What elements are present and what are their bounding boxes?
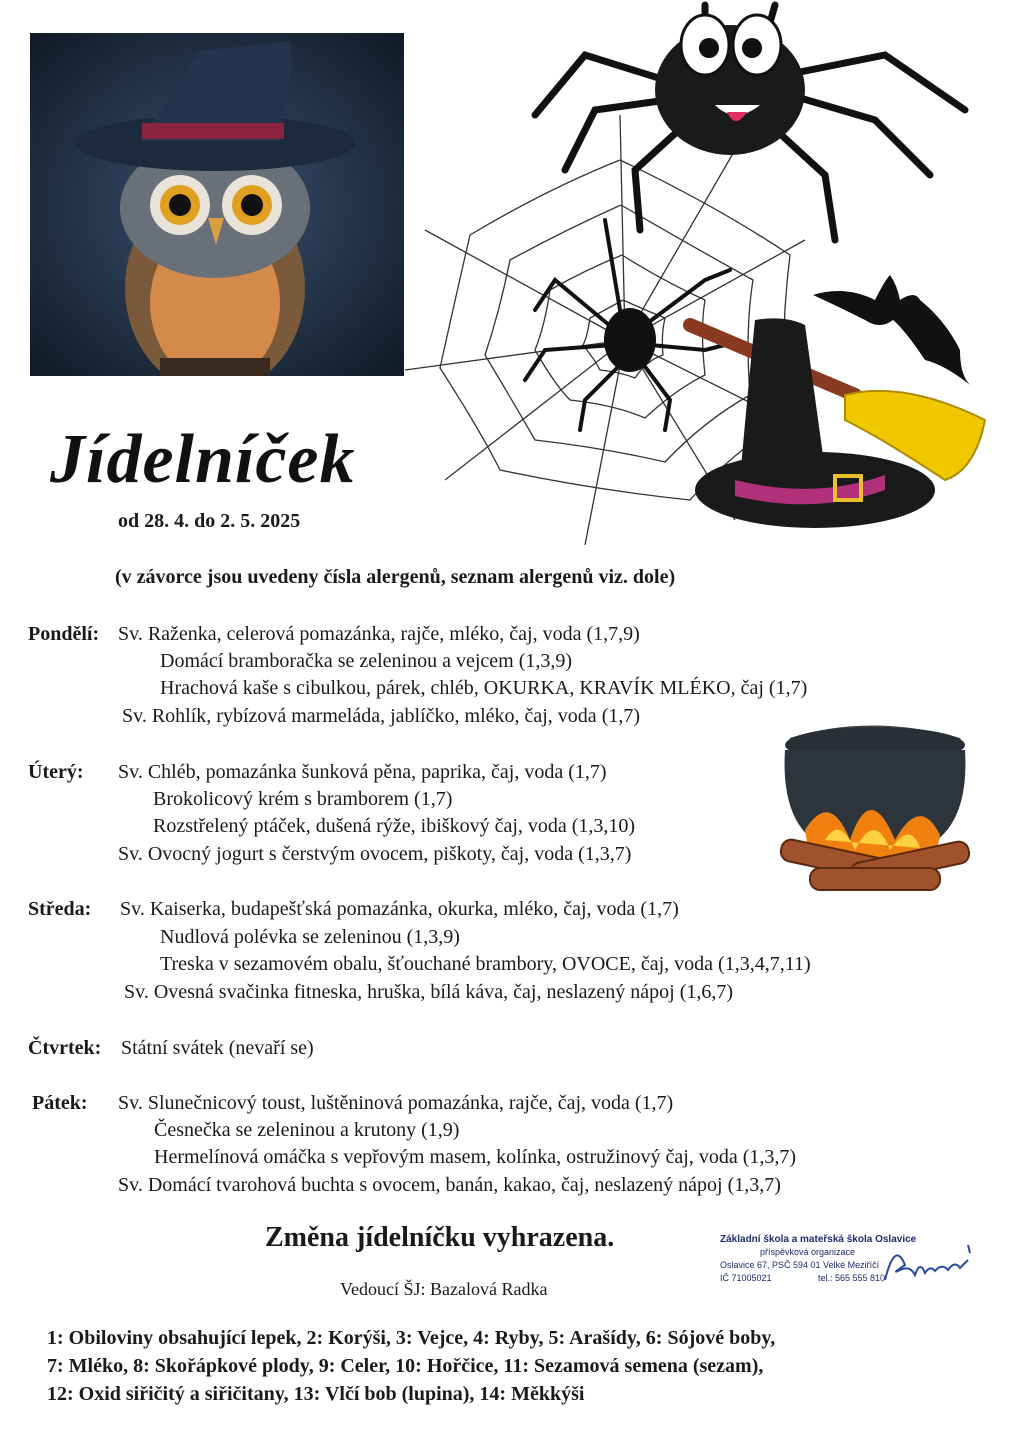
big-spider-icon [535,5,965,240]
allergen-line: 1: Obiloviny obsahující lepek, 2: Korýši, 3: Vejce, 4: Ryby, 5: Arašídy, 6: Sójové boby, [47,1327,776,1349]
day-name-monday: Pondělí: [28,623,100,645]
stamp-line: tel.: 565 555 810 [818,1273,886,1283]
menu-line: Sv. Ovocný jogurt s čerstvým ovocem, piškoty, čaj, voda (1,3,7) [118,843,632,865]
day-name-friday: Pátek: [32,1092,88,1114]
allergen-list [47,1324,775,1408]
menu-line: Hrachová kaše s cibulkou, párek, chléb, OKURKA, KRAVÍK MLÉKO, čaj (1,7) [160,677,808,699]
menu-line: Rozstřelený ptáček, dušená rýže, ibiškový čaj, voda (1,3,10) [153,815,636,837]
bat-icon [813,275,970,385]
menu-line: Česnečka se zeleninou a krutony (1,9) [154,1119,460,1141]
menu-line: Treska v sezamovém obalu, šťouchané brambory, OVOCE, čaj, voda (1,3,4,7,11) [160,953,811,975]
menu-line: Brokolicový krém s bramborem (1,7) [153,788,453,810]
menu-line: Státní svátek (nevaří se) [121,1037,314,1059]
change-notice: Změna jídelníčku vyhrazena. [265,1222,615,1253]
allergen-line: 12: Oxid siřičitý a siřičitany, 13: Vlčí bob (lupina), 14: Měkkýši [47,1383,585,1405]
day-name-tuesday: Úterý: [28,761,84,783]
cauldron-icon [770,720,975,910]
owl-witch-hat-image [30,33,404,376]
allergen-line: 7: Mléko, 8: Skořápkové plody, 9: Celer, 10: Hořčice, 11: Sezamová semena (sezam), [47,1355,764,1377]
menu-line: Sv. Raženka, celerová pomazánka, rajče, mléko, čaj, voda (1,7,9) [118,623,640,645]
halloween-decoration-image [405,0,1005,560]
allergen-note: (v závorce jsou uvedeny čísla alergenů, seznam alergenů viz. dole) [115,566,676,588]
menu-line: Sv. Ovesná svačinka fitneska, hruška, bílá káva, čaj, neslazený nápoj (1,6,7) [124,981,734,1003]
day-name-wednesday: Středa: [28,898,92,920]
stamp-line: Oslavice 67, PSČ 594 01 Velké Meziříčí [720,1260,880,1270]
menu-line: Sv. Chléb, pomazánka šunková pěna, paprika, čaj, voda (1,7) [118,761,607,783]
menu-line: Sv. Slunečnicový toust, luštěninová pomazánka, rajče, čaj, voda (1,7) [118,1092,674,1114]
page-title: Jídelníček [50,421,356,498]
stamp-line: příspěvková organizace [760,1247,856,1257]
stamp-line: Základní škola a mateřská škola Oslavice [720,1234,917,1245]
date-range: od 28. 4. do 2. 5. 2025 [118,510,301,532]
menu-line: Domácí bramboračka se zeleninou a vejcem (1,3,9) [160,650,573,672]
signature-icon [880,1235,975,1295]
menu-line: Sv. Kaiserka, budapešťská pomazánka, okurka, mléko, čaj, voda (1,7) [120,898,679,920]
manager-name: Vedoucí ŠJ: Bazalová Radka [340,1279,548,1299]
day-name-thursday: Čtvrtek: [28,1037,102,1059]
menu-line: Sv. Rohlík, rybízová marmeláda, jablíčko, mléko, čaj, voda (1,7) [122,705,641,727]
menu-line: Hermelínová omáčka s vepřovým masem, kolínka, ostružinový čaj, voda (1,3,7) [154,1146,797,1168]
menu-line: Nudlová polévka se zeleninou (1,3,9) [160,926,460,948]
stamp-line: IČ 71005021 [720,1273,772,1283]
menu-line: Sv. Domácí tvarohová buchta s ovocem, banán, kakao, čaj, neslazený nápoj (1,3,7) [118,1174,781,1196]
